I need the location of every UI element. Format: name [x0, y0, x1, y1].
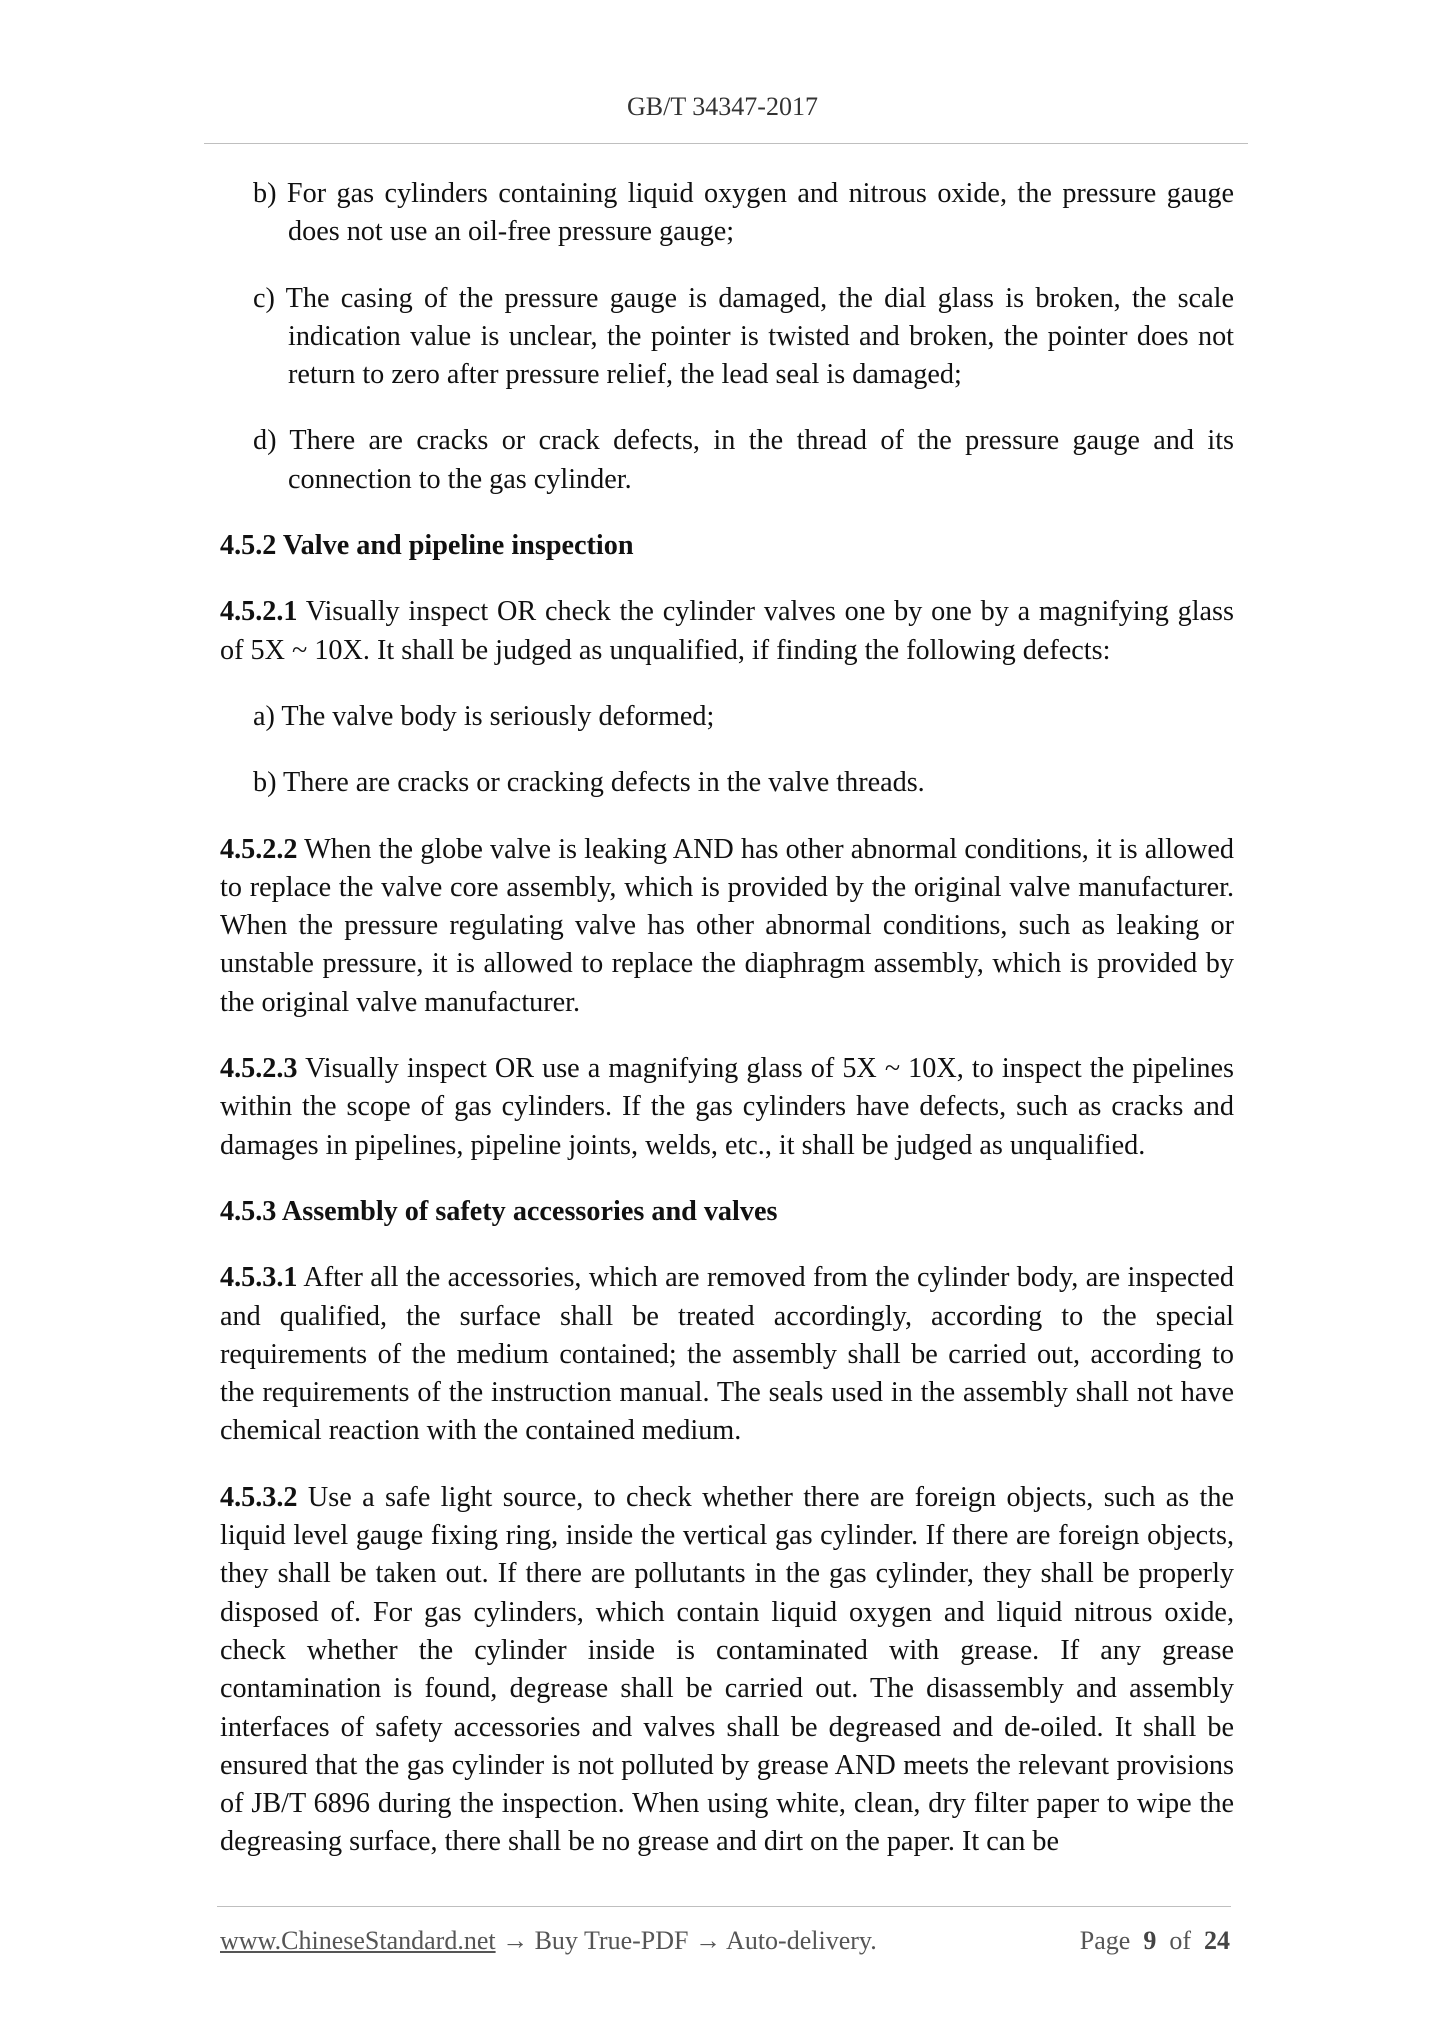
clause-text: After all the accessories, which are removed from the cylinder body, are inspected and qualified, the surface shall be treated accordingly, according to the special requirements of the medium contained; the assembly shall be carried out, according to the requirements of the instruction manual. The seals used in the assembly shall not have chemical reaction with the contained medium.	[220, 1262, 1234, 1447]
section-heading-4-5-3: 4.5.3 Assembly of safety accessories and valves	[220, 1195, 778, 1227]
footer-left	[220, 1926, 877, 1956]
list-item-c: c) The casing of the pressure gauge is damaged, the dial glass is broken, the scale indication value is unclear, the pointer is twisted and broken, the pointer does not return to zero after pressure relief, the lead seal is damaged;	[253, 282, 1234, 391]
of-label: of	[1169, 1926, 1191, 1955]
clause-number: 4.5.2.2	[220, 833, 298, 865]
clause-4-5-2-1	[220, 593, 1234, 670]
footer-divider	[217, 1906, 1231, 1907]
clause-number: 4.5.2.1	[220, 596, 298, 628]
page-indicator	[1080, 1926, 1230, 1956]
list-item-d: d) There are cracks or crack defects, in the thread of the pressure gauge and its connection to the gas cylinder.	[253, 425, 1234, 495]
list-item-a: a) The valve body is seriously deformed;	[253, 700, 715, 732]
clause-text: When the globe valve is leaking AND has other abnormal conditions, it is allowed to replace the valve core assembly, which is provided by the original valve manufacturer. When the pressure regulating valve has other abnormal conditions, such as leaking or unstable pressure, it is allowed to replace the diaphragm assembly, which is provided by the original valve manufacturer.	[220, 833, 1234, 1018]
clause-text: Visually inspect OR use a magnifying glass of 5X ~ 10X, to inspect the pipelines within the scope of gas cylinders. If the gas cylinders have defects, such as cracks and damages in pipelines, pipeline joints, welds, etc., it shall be judged as unqualified.	[220, 1053, 1234, 1161]
clause-text: Visually inspect OR check the cylinder valves one by one by a magnifying glass of 5X ~ 10X. It shall be judged as unqualified, if finding the following defects:	[220, 596, 1234, 666]
clause-4-5-2-2	[220, 831, 1234, 1022]
page-label: Page	[1079, 1926, 1131, 1955]
list-item-b: b) There are cracks or cracking defects in the valve threads.	[253, 767, 925, 799]
list-item-b: b) For gas cylinders containing liquid oxygen and nitrous oxide, the pressure gauge does not use an oil-free pressure gauge;	[253, 178, 1234, 248]
clause-text: Use a safe light source, to check whether there are foreign objects, such as the liquid level gauge fixing ring, inside the vertical gas cylinder. If there are foreign objects, they shall be taken out. If there are pollutants in the gas cylinder, they shall be properly disposed of. For gas cylinders, which contain liquid oxygen and liquid nitrous oxide, check whether the cylinder inside is contaminated with grease. If any grease contamination is found, degrease shall be carried out. The disassembly and assembly interfaces of safety accessories and valves shall be degreased and de-oiled. It shall be ensured that the gas cylinder is not polluted by grease AND meets the relevant provisions of JB/T 6896 during the inspection. When using white, clean, dry filter paper to wipe the degreasing surface, there shall be no grease and dirt on the paper. It can be	[220, 1481, 1234, 1858]
document-body	[220, 175, 1234, 1890]
clause-4-5-2-3	[220, 1050, 1234, 1165]
site-link[interactable]: www.ChineseStandard.net	[220, 1926, 496, 1955]
clause-number: 4.5.2.3	[220, 1053, 298, 1085]
page-total: 24	[1204, 1926, 1230, 1955]
page-number: 9	[1143, 1926, 1157, 1955]
clause-4-5-3-1	[220, 1259, 1234, 1450]
clause-number: 4.5.3.2	[220, 1481, 298, 1513]
footer-nav-text: → Buy True-PDF → Auto-delivery.	[495, 1926, 877, 1955]
page-header: GB/T 34347-2017	[627, 92, 818, 121]
clause-number: 4.5.3.1	[220, 1262, 298, 1294]
header-divider	[204, 143, 1248, 144]
clause-4-5-3-2	[220, 1479, 1234, 1862]
section-heading-4-5-2: 4.5.2 Valve and pipeline inspection	[220, 530, 634, 562]
page-footer	[220, 1926, 1230, 1956]
